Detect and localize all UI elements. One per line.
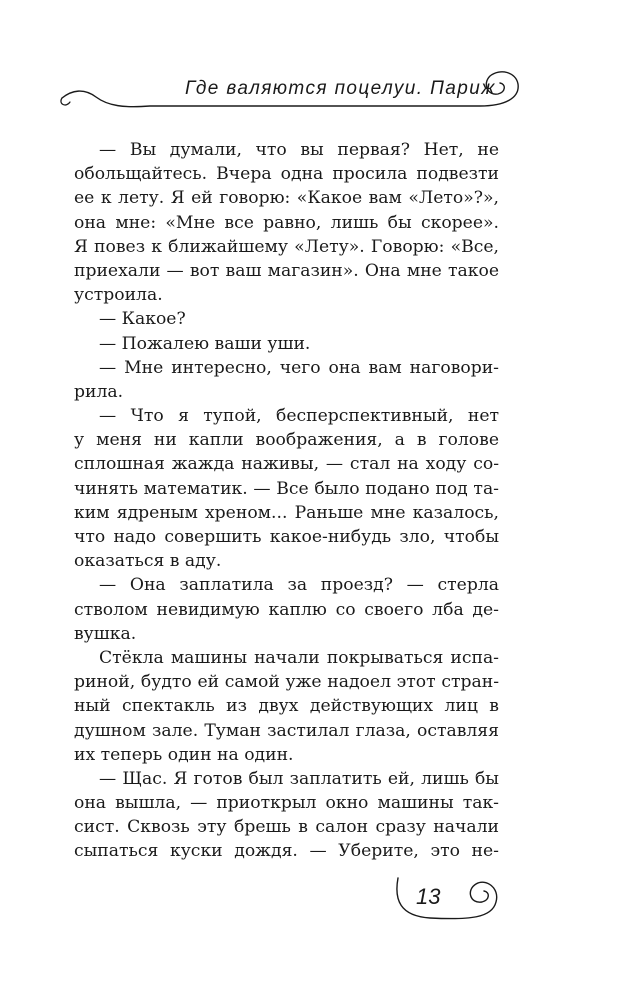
text-line: обольщайтесь. Вчера одна просила подвезти: [74, 164, 499, 185]
header-title: Где валяются поцелуи. Париж: [185, 78, 496, 99]
text-line: их теперь один на один.: [74, 744, 294, 765]
text-line: — Щас. Я готов был заплатить ей, лишь бы: [99, 768, 499, 789]
text-line: устроила.: [74, 285, 163, 306]
page-number: 13: [416, 884, 441, 909]
text-line: стволом невидимую каплю со своего лба де-: [74, 599, 499, 620]
text-line: вушка.: [74, 623, 137, 644]
text-line: ее к лету. Я ей говорю: «Какое вам «Лето»?»,: [74, 188, 499, 209]
text-line: — Пожалею ваши уши.: [99, 333, 311, 354]
text-line: — Она заплатила за проезд? — стерла: [99, 575, 499, 596]
text-line: сыпаться куски дождя. — Уберите, это не-: [74, 841, 499, 862]
footer-swirl-ornament: [0, 860, 619, 940]
body-text: [74, 138, 499, 864]
text-line: — Вы думали, что вы первая? Нет, не: [99, 140, 499, 160]
text-line: — Мне интересно, чего она вам наговори-: [99, 357, 499, 378]
text-line: она мне: «Мне все равно, лишь бы скорее».: [74, 212, 499, 233]
text-line: сист. Сквозь эту брешь в салон сразу начали: [74, 817, 499, 838]
page-footer: [0, 860, 619, 940]
text-line: она вышла, — приоткрыл окно машины так-: [74, 793, 499, 814]
text-line: что надо совершить какое-нибудь зло, чтобы: [74, 527, 499, 547]
text-line: у меня ни капли воображения, а в голове: [74, 430, 499, 451]
text-line: оказаться в аду.: [74, 551, 222, 572]
header-swirl-ornament: [0, 0, 619, 130]
text-line: рила.: [74, 381, 124, 402]
running-header: [0, 0, 619, 130]
text-line: Я повез к ближайшему «Лету». Говорю: «Все,: [74, 236, 499, 257]
text-line: — Какое?: [99, 309, 186, 330]
text-line: приехали — вот ваш магазин». Она мне такое: [74, 260, 499, 281]
text-line: ким ядреным хреном... Раньше мне казалось,: [74, 502, 499, 523]
text-line: душном зале. Туман застилал глаза, оставляя: [74, 720, 499, 741]
text-line: сплошная жажда наживы, — стал на ходу со-: [74, 454, 499, 475]
text-line: — Что я тупой, бесперспективный, нет: [99, 406, 499, 427]
text-line: чинять математик. — Все было подано под та-: [74, 478, 499, 499]
text-line: ный спектакль из двух действующих лиц в: [74, 696, 499, 717]
text-line: риной, будто ей самой уже надоел этот стран-: [74, 672, 499, 693]
text-line: Стёкла машины начали покрываться испа-: [99, 647, 499, 668]
